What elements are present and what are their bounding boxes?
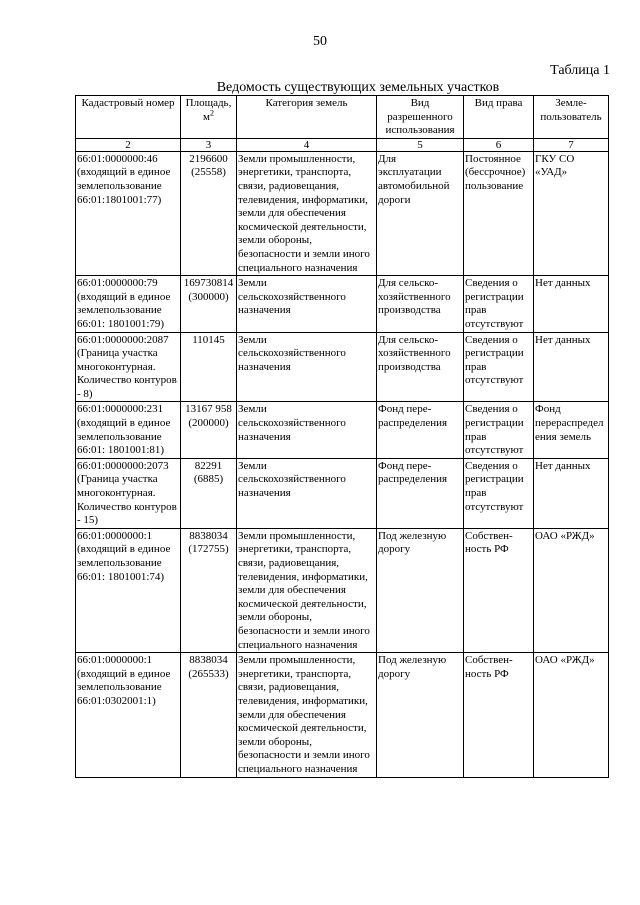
cell-cadastral: 66:01:0000000:2073 (Граница участка многоконтурная. Количество контуров - 15) — [76, 458, 181, 528]
cell-permitted-use: Для эксплуатации автомобильной дороги — [377, 151, 464, 275]
cell-land-user: Нет данных — [534, 332, 609, 402]
header-area — [181, 96, 237, 139]
cell-category: Земли промышленности, энергетики, транспорта, связи, радиовещания, телевидения, информатики, земли для обеспечения космической деятельности, земли обороны, безопасности и земли иного специального назначения — [237, 151, 377, 275]
cell-cadastral: 66:01:0000000:2087 (Граница участка многоконтурная. Количество контуров - 8) — [76, 332, 181, 402]
header-row — [76, 96, 609, 139]
column-number: 7 — [534, 138, 609, 151]
cell-land-user: ОАО «РЖД» — [534, 653, 609, 777]
cell-cadastral: 66:01:0000000:1 (входящий в единое землепользование 66:01:0302001:1) — [76, 653, 181, 777]
cell-permitted-use: Под железную дорогу — [377, 528, 464, 652]
table-row — [76, 151, 609, 275]
column-number: 2 — [76, 138, 181, 151]
cell-category: Земли сельскохозяйственного назначения — [237, 276, 377, 332]
cell-right-type: Собствен-ность РФ — [464, 653, 534, 777]
cell-permitted-use: Фонд пере-распределения — [377, 402, 464, 458]
cell-area: 8838034 (265533) — [181, 653, 237, 777]
cell-permitted-use: Для сельско-хозяйственного производства — [377, 332, 464, 402]
header-land-user: Земле-пользователь — [534, 96, 609, 139]
header-category: Категория земель — [237, 96, 377, 139]
cell-category: Земли промышленности, энергетики, транспорта, связи, радиовещания, телевидения, информатики, земли для обеспечения космической деятельности, земли обороны, безопасности и земли иного специального назначения — [237, 528, 377, 652]
cell-area: 110145 — [181, 332, 237, 402]
cell-category: Земли сельскохозяйственного назначения — [237, 332, 377, 402]
cell-land-user: Нет данных — [534, 458, 609, 528]
cell-right-type: Постоянное (бессрочное) пользование — [464, 151, 534, 275]
cell-area: 169730814 (300000) — [181, 276, 237, 332]
cell-permitted-use: Фонд пере-распределения — [377, 458, 464, 528]
cell-right-type: Сведения о регистрации прав отсутствуют — [464, 276, 534, 332]
column-number: 3 — [181, 138, 237, 151]
cell-cadastral: 66:01:0000000:46 (входящий в единое землепользование 66:01:1801001:77) — [76, 151, 181, 275]
cell-permitted-use: Под железную дорогу — [377, 653, 464, 777]
cell-permitted-use: Для сельско-хозяйственного производства — [377, 276, 464, 332]
cell-cadastral: 66:01:0000000:1 (входящий в единое землепользование 66:01: 1801001:74) — [76, 528, 181, 652]
cell-cadastral: 66:01:0000000:231 (входящий в единое землепользование 66:01: 1801001:81) — [76, 402, 181, 458]
land-plots-table — [75, 95, 609, 778]
cell-area: 2196600 (25558) — [181, 151, 237, 275]
cell-category: Земли сельскохозяйственного назначения — [237, 402, 377, 458]
cell-area: 13167 958 (200000) — [181, 402, 237, 458]
cell-category: Земли промышленности, энергетики, транспорта, связи, радиовещания, телевидения, информатики, земли для обеспечения космической деятельности, земли обороны, безопасности и земли иного специального назначения — [237, 653, 377, 777]
table-row — [76, 458, 609, 528]
table-title: Ведомость существующих земельных участков — [216, 80, 500, 95]
column-number: 5 — [377, 138, 464, 151]
page-number: 50 — [313, 34, 327, 49]
column-number: 4 — [237, 138, 377, 151]
cell-land-user: ОАО «РЖД» — [534, 528, 609, 652]
cell-right-type: Сведения о регистрации прав отсутствуют — [464, 402, 534, 458]
header-cadastral: Кадастровый номер — [76, 96, 181, 139]
cell-land-user: ГКУ СО «УАД» — [534, 151, 609, 275]
cell-right-type: Сведения о регистрации прав отсутствуют — [464, 458, 534, 528]
column-number: 6 — [464, 138, 534, 151]
table-row — [76, 402, 609, 458]
table-row — [76, 528, 609, 652]
cell-area: 8838034 (172755) — [181, 528, 237, 652]
table-row — [76, 332, 609, 402]
column-number-row — [76, 138, 609, 151]
table-label: Таблица 1 — [550, 63, 610, 78]
cell-right-type: Собствен-ность РФ — [464, 528, 534, 652]
cell-category: Земли сельскохозяйственного назначения — [237, 458, 377, 528]
header-area-label: Площадь, м — [185, 97, 232, 123]
cell-land-user: Фонд перераспределения земель — [534, 402, 609, 458]
cell-land-user: Нет данных — [534, 276, 609, 332]
cell-right-type: Сведения о регистрации прав отсутствуют — [464, 332, 534, 402]
table-row — [76, 276, 609, 332]
table-row — [76, 653, 609, 777]
cell-area: 82291 (6885) — [181, 458, 237, 528]
header-area-sup: 2 — [209, 107, 214, 117]
header-right-type: Вид права — [464, 96, 534, 139]
cell-cadastral: 66:01:0000000:79 (входящий в единое землепользование 66:01: 1801001:79) — [76, 276, 181, 332]
header-permitted-use: Вид разрешенного использования — [377, 96, 464, 139]
